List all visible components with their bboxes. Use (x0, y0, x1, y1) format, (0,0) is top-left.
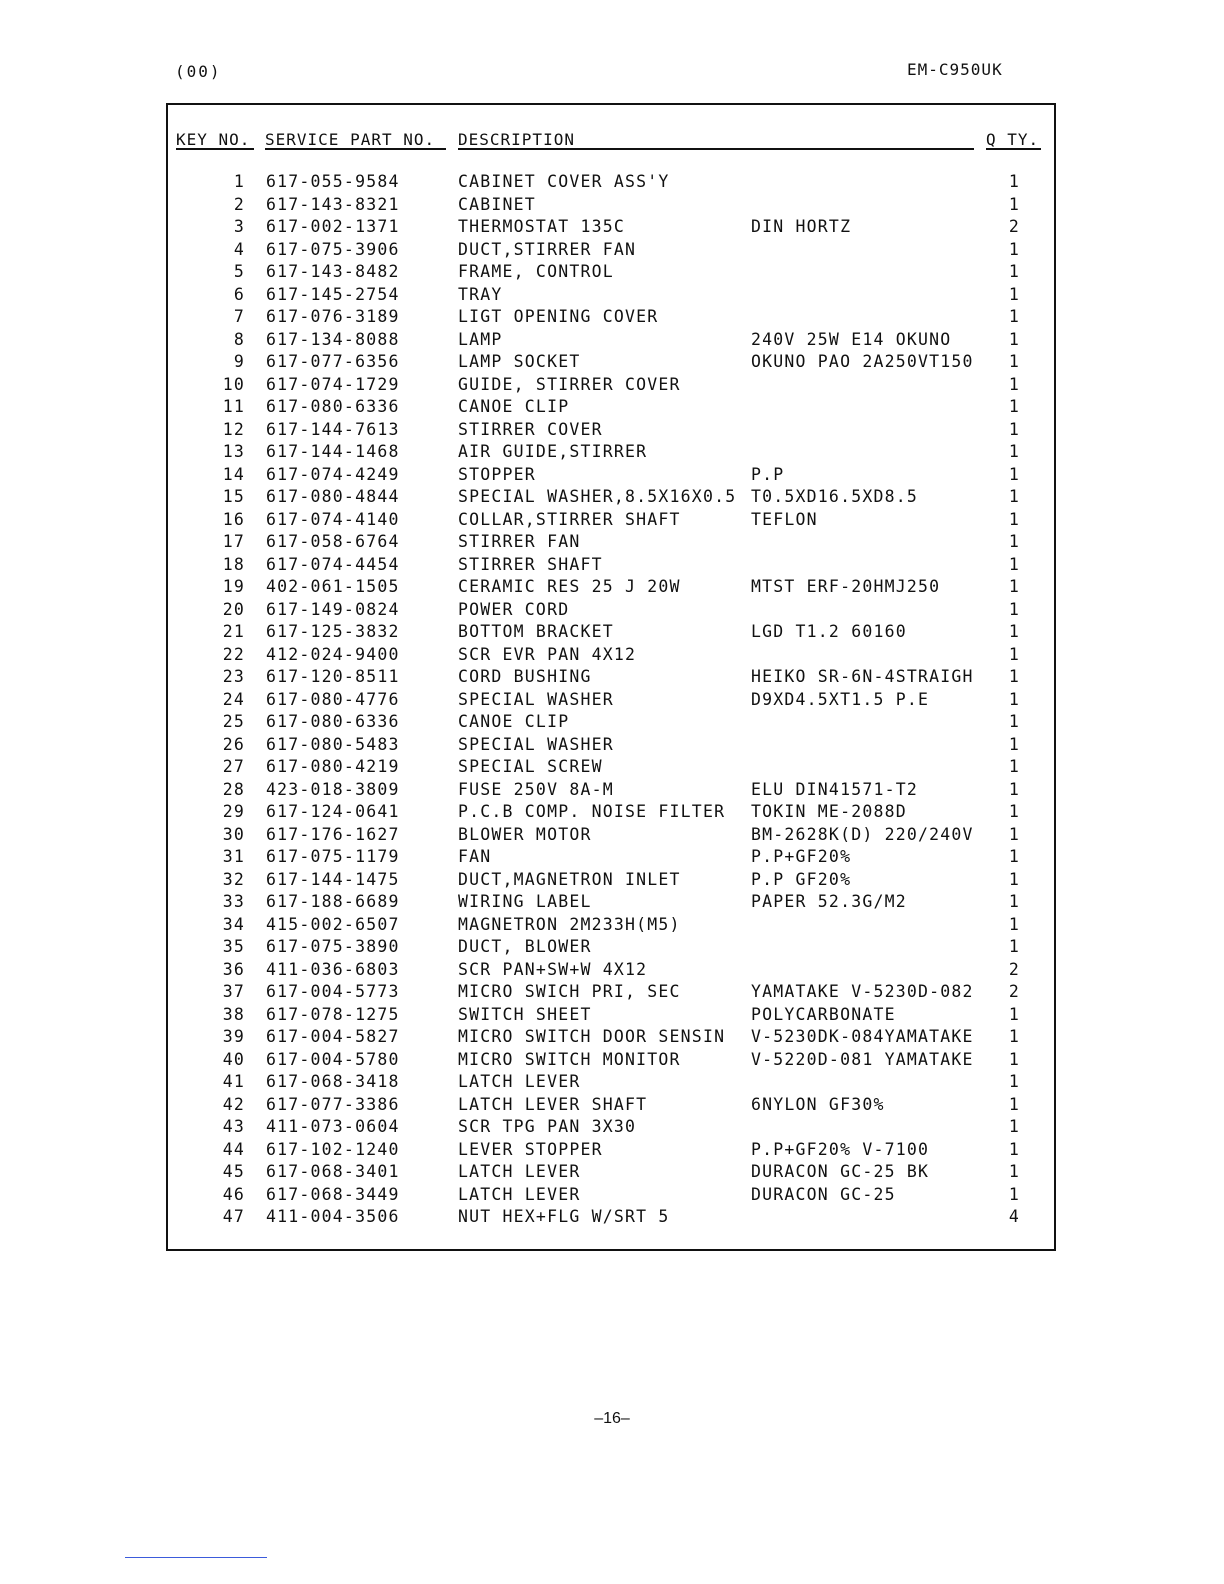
note-cell: DIN HORTZ (751, 217, 852, 236)
note-cell: DURACON GC-25 (751, 1184, 896, 1204)
description-cell: P.C.B COMP. NOISE FILTER (458, 802, 726, 821)
qty-cell: 1 (1008, 757, 1020, 776)
column-header-description: DESCRIPTION (458, 130, 575, 149)
column-header-service-part-no: SERVICE PART NO. (265, 130, 436, 149)
key-no-cell: 13 (222, 442, 245, 461)
description-cell: DUCT,MAGNETRON INLET (458, 869, 681, 889)
description-cell: SCR EVR PAN 4X12 (458, 644, 637, 664)
qty-cell: 1 (1008, 914, 1020, 934)
table-row (0, 1072, 1224, 1095)
part-no-cell: 617-058-6764 (266, 532, 400, 551)
qty-cell: 1 (1008, 869, 1020, 889)
part-no-cell: 617-120-8511 (266, 667, 400, 686)
table-row (0, 780, 1224, 803)
description-cell: MICRO SWITCH DOOR SENSIN (458, 1027, 726, 1046)
description-cell: LAMP (458, 329, 503, 349)
key-no-cell: 18 (222, 554, 245, 574)
table-row (0, 285, 1224, 308)
key-no-cell: 17 (222, 532, 245, 551)
table-row (0, 217, 1224, 240)
qty-cell: 1 (1008, 239, 1020, 259)
qty-cell: 1 (1008, 1049, 1020, 1069)
key-no-cell: 31 (222, 847, 245, 866)
part-no-cell: 617-143-8482 (266, 262, 400, 281)
key-no-cell: 21 (222, 622, 245, 641)
parts-list (0, 172, 1224, 1230)
key-no-cell: 20 (222, 599, 245, 619)
part-no-cell: 423-018-3809 (266, 779, 400, 799)
table-row (0, 420, 1224, 443)
part-no-cell: 617-080-4844 (266, 487, 400, 506)
page-number: –16– (594, 1410, 630, 1427)
description-cell: MICRO SWICH PRI, SEC (458, 982, 681, 1001)
table-row (0, 712, 1224, 735)
qty-cell: 1 (1008, 1162, 1020, 1181)
description-cell: BOTTOM BRACKET (458, 622, 614, 641)
qty-cell: 1 (1008, 802, 1020, 821)
note-cell: ELU DIN41571-T2 (751, 779, 919, 799)
table-row (0, 1140, 1224, 1163)
qty-cell: 1 (1008, 352, 1020, 371)
part-no-cell: 617-074-4454 (266, 554, 400, 574)
qty-cell: 1 (1008, 262, 1020, 281)
part-no-cell: 415-002-6507 (266, 914, 400, 934)
description-cell: POWER CORD (458, 599, 570, 619)
part-no-cell: 617-004-5780 (266, 1049, 400, 1069)
description-cell: SCR TPG PAN 3X30 (458, 1117, 637, 1136)
qty-cell: 1 (1008, 824, 1020, 844)
description-cell: LATCH LEVER (458, 1072, 581, 1091)
note-cell: P.P GF20% (751, 869, 852, 889)
key-no-cell: 10 (222, 374, 245, 394)
column-header-key-no: KEY NO. (176, 130, 251, 149)
part-no-cell: 617-077-6356 (266, 352, 400, 371)
note-cell: LGD T1.2 60160 (751, 622, 907, 641)
description-cell: LATCH LEVER SHAFT (458, 1094, 648, 1114)
key-no-cell: 7 (233, 307, 245, 326)
qty-cell: 1 (1008, 532, 1020, 551)
part-no-cell: 617-080-6336 (266, 397, 400, 416)
part-no-cell: 617-143-8321 (266, 194, 400, 214)
part-no-cell: 617-004-5827 (266, 1027, 400, 1046)
part-no-cell: 617-144-7613 (266, 419, 400, 439)
description-cell: CABINET COVER ASS'Y (458, 172, 670, 191)
qty-cell: 1 (1008, 1094, 1020, 1114)
key-no-cell: 45 (222, 1162, 245, 1181)
key-no-cell: 41 (222, 1072, 245, 1091)
qty-cell: 1 (1008, 1139, 1020, 1159)
part-no-cell: 617-004-5773 (266, 982, 400, 1001)
description-cell: SCR PAN+SW+W 4X12 (458, 959, 648, 979)
part-no-cell: 617-068-3401 (266, 1162, 400, 1181)
key-no-cell: 36 (222, 959, 245, 979)
table-row (0, 532, 1224, 555)
part-no-cell: 617-068-3418 (266, 1072, 400, 1091)
qty-cell: 1 (1008, 1184, 1020, 1204)
key-no-cell: 22 (222, 644, 245, 664)
part-no-cell: 617-080-6336 (266, 712, 400, 731)
table-row (0, 262, 1224, 285)
note-cell: MTST ERF-20HMJ250 (751, 577, 941, 596)
description-cell: COLLAR,STIRRER SHAFT (458, 509, 681, 529)
qty-cell: 1 (1008, 172, 1020, 191)
description-cell: LAMP SOCKET (458, 352, 581, 371)
table-row (0, 915, 1224, 938)
part-no-cell: 617-125-3832 (266, 622, 400, 641)
description-cell: STIRRER COVER (458, 419, 603, 439)
key-no-cell: 28 (222, 779, 245, 799)
key-no-cell: 32 (222, 869, 245, 889)
key-no-cell: 44 (222, 1139, 245, 1159)
table-row (0, 195, 1224, 218)
description-cell: CABINET (458, 194, 536, 214)
note-cell: HEIKO SR-6N-4STRAIGH (751, 667, 974, 686)
part-no-cell: 617-134-8088 (266, 329, 400, 349)
description-cell: CANOE CLIP (458, 397, 570, 416)
qty-cell: 1 (1008, 554, 1020, 574)
qty-cell: 1 (1008, 847, 1020, 866)
qty-cell: 1 (1008, 194, 1020, 214)
key-no-cell: 16 (222, 509, 245, 529)
key-no-cell: 14 (222, 464, 245, 484)
part-no-cell: 617-149-0824 (266, 599, 400, 619)
qty-cell: 1 (1008, 577, 1020, 596)
description-cell: TRAY (458, 284, 503, 304)
description-cell: SWITCH SHEET (458, 1004, 592, 1024)
table-row (0, 352, 1224, 375)
note-cell: POLYCARBONATE (751, 1004, 896, 1024)
table-row (0, 622, 1224, 645)
key-no-cell: 29 (222, 802, 245, 821)
table-row (0, 892, 1224, 915)
qty-cell: 1 (1008, 667, 1020, 686)
key-no-cell: 40 (222, 1049, 245, 1069)
table-row (0, 330, 1224, 353)
part-no-cell: 617-077-3386 (266, 1094, 400, 1114)
qty-cell: 2 (1008, 982, 1020, 1001)
description-cell: LATCH LEVER (458, 1184, 581, 1204)
qty-cell: 1 (1008, 779, 1020, 799)
key-no-cell: 9 (233, 352, 245, 371)
key-no-cell: 23 (222, 667, 245, 686)
description-cell: THERMOSTAT 135C (458, 217, 626, 236)
qty-cell: 1 (1008, 329, 1020, 349)
table-row (0, 172, 1224, 195)
description-cell: LIGT OPENING COVER (458, 307, 659, 326)
description-cell: SPECIAL WASHER,8.5X16X0.5 (458, 487, 737, 506)
description-cell: STOPPER (458, 464, 536, 484)
note-cell: P.P+GF20% V-7100 (751, 1139, 930, 1159)
qty-cell: 1 (1008, 464, 1020, 484)
key-no-cell: 24 (222, 689, 245, 709)
key-no-cell: 11 (222, 397, 245, 416)
description-cell: SPECIAL WASHER (458, 734, 614, 754)
table-row (0, 465, 1224, 488)
qty-cell: 1 (1008, 442, 1020, 461)
part-no-cell: 617-075-3906 (266, 239, 400, 259)
part-no-cell: 617-075-1179 (266, 847, 400, 866)
table-row (0, 375, 1224, 398)
column-underline-key-no (176, 148, 254, 150)
key-no-cell: 8 (233, 329, 245, 349)
table-row (0, 847, 1224, 870)
note-cell: TOKIN ME-2088D (751, 802, 907, 821)
table-row (0, 1005, 1224, 1028)
part-no-cell: 617-176-1627 (266, 824, 400, 844)
description-cell: FAN (458, 847, 492, 866)
table-row (0, 1050, 1224, 1073)
qty-cell: 1 (1008, 1027, 1020, 1046)
part-no-cell: 411-073-0604 (266, 1117, 400, 1136)
part-no-cell: 617-124-0641 (266, 802, 400, 821)
description-cell: WIRING LABEL (458, 892, 592, 911)
table-row (0, 1162, 1224, 1185)
qty-cell: 1 (1008, 644, 1020, 664)
description-cell: FRAME, CONTROL (458, 262, 614, 281)
qty-cell: 1 (1008, 689, 1020, 709)
table-row (0, 667, 1224, 690)
note-cell: TEFLON (751, 509, 818, 529)
note-cell: YAMATAKE V-5230D-082 (751, 982, 974, 1001)
note-cell: 6NYLON GF30% (751, 1094, 885, 1114)
qty-cell: 1 (1008, 374, 1020, 394)
qty-cell: 1 (1008, 419, 1020, 439)
note-cell: DURACON GC-25 BK (751, 1162, 930, 1181)
note-cell: P.P+GF20% (751, 847, 852, 866)
part-no-cell: 617-145-2754 (266, 284, 400, 304)
part-no-cell: 617-102-1240 (266, 1139, 400, 1159)
part-no-cell: 617-080-5483 (266, 734, 400, 754)
description-cell: STIRRER SHAFT (458, 554, 603, 574)
key-no-cell: 47 (222, 1207, 245, 1226)
table-row (0, 397, 1224, 420)
key-no-cell: 27 (222, 757, 245, 776)
qty-cell: 1 (1008, 892, 1020, 911)
part-no-cell: 411-036-6803 (266, 959, 400, 979)
description-cell: DUCT,STIRRER FAN (458, 239, 637, 259)
note-cell: P.P (751, 464, 785, 484)
key-no-cell: 15 (222, 487, 245, 506)
key-no-cell: 19 (222, 577, 245, 596)
key-no-cell: 34 (222, 914, 245, 934)
qty-cell: 1 (1008, 307, 1020, 326)
note-cell: T0.5XD16.5XD8.5 (751, 487, 919, 506)
description-cell: LATCH LEVER (458, 1162, 581, 1181)
part-no-cell: 617-068-3449 (266, 1184, 400, 1204)
note-cell: V-5220D-081 YAMATAKE (751, 1049, 974, 1069)
table-row (0, 825, 1224, 848)
qty-cell: 1 (1008, 622, 1020, 641)
table-row (0, 735, 1224, 758)
note-cell: 240V 25W E14 OKUNO (751, 329, 952, 349)
table-row (0, 555, 1224, 578)
table-row (0, 600, 1224, 623)
description-cell: LEVER STOPPER (458, 1139, 603, 1159)
key-no-cell: 26 (222, 734, 245, 754)
column-underline-qty (986, 148, 1041, 150)
key-no-cell: 5 (233, 262, 245, 281)
table-row (0, 1207, 1224, 1230)
qty-cell: 1 (1008, 1004, 1020, 1024)
qty-cell: 1 (1008, 284, 1020, 304)
qty-cell: 1 (1008, 734, 1020, 754)
part-no-cell: 412-024-9400 (266, 644, 400, 664)
note-cell: PAPER 52.3G/M2 (751, 892, 907, 911)
part-no-cell: 617-074-4249 (266, 464, 400, 484)
part-no-cell: 617-074-1729 (266, 374, 400, 394)
column-underline-service-part-no (265, 148, 446, 150)
qty-cell: 1 (1008, 1117, 1020, 1136)
scan-mark-line (125, 1557, 267, 1558)
table-row (0, 442, 1224, 465)
table-row (0, 487, 1224, 510)
table-row (0, 982, 1224, 1005)
table-row (0, 690, 1224, 713)
table-row (0, 757, 1224, 780)
table-row (0, 802, 1224, 825)
key-no-cell: 1 (233, 172, 245, 191)
key-no-cell: 38 (222, 1004, 245, 1024)
key-no-cell: 4 (233, 239, 245, 259)
key-no-cell: 3 (233, 217, 245, 236)
table-row (0, 937, 1224, 960)
part-no-cell: 411-004-3506 (266, 1207, 400, 1226)
key-no-cell: 43 (222, 1117, 245, 1136)
page-header-left: (00) (175, 62, 222, 81)
table-row (0, 510, 1224, 533)
description-cell: FUSE 250V 8A-M (458, 779, 614, 799)
table-row (0, 577, 1224, 600)
column-header-qty: Q TY. (986, 130, 1040, 149)
key-no-cell: 2 (233, 194, 245, 214)
description-cell: DUCT, BLOWER (458, 937, 592, 956)
part-no-cell: 617-188-6689 (266, 892, 400, 911)
key-no-cell: 25 (222, 712, 245, 731)
key-no-cell: 12 (222, 419, 245, 439)
note-cell: BM-2628K(D) 220/240V (751, 824, 974, 844)
part-no-cell: 617-002-1371 (266, 217, 400, 236)
column-underline-description (458, 148, 974, 150)
qty-cell: 2 (1008, 217, 1020, 236)
part-no-cell: 617-075-3890 (266, 937, 400, 956)
description-cell: BLOWER MOTOR (458, 824, 592, 844)
qty-cell: 1 (1008, 599, 1020, 619)
table-row (0, 1027, 1224, 1050)
part-no-cell: 617-078-1275 (266, 1004, 400, 1024)
key-no-cell: 35 (222, 937, 245, 956)
description-cell: CERAMIC RES 25 J 20W (458, 577, 681, 596)
description-cell: SPECIAL WASHER (458, 689, 614, 709)
qty-cell: 1 (1008, 1072, 1020, 1091)
part-no-cell: 617-144-1468 (266, 442, 400, 461)
table-row (0, 645, 1224, 668)
part-no-cell: 617-076-3189 (266, 307, 400, 326)
note-cell: D9XD4.5XT1.5 P.E (751, 689, 930, 709)
qty-cell: 2 (1008, 959, 1020, 979)
key-no-cell: 42 (222, 1094, 245, 1114)
note-cell: OKUNO PAO 2A250VT150 (751, 352, 974, 371)
qty-cell: 1 (1008, 487, 1020, 506)
table-row (0, 1117, 1224, 1140)
key-no-cell: 33 (222, 892, 245, 911)
description-cell: MICRO SWITCH MONITOR (458, 1049, 681, 1069)
part-no-cell: 617-074-4140 (266, 509, 400, 529)
model-number: EM-C950UK (907, 60, 1003, 79)
qty-cell: 1 (1008, 397, 1020, 416)
key-no-cell: 46 (222, 1184, 245, 1204)
description-cell: SPECIAL SCREW (458, 757, 603, 776)
part-no-cell: 402-061-1505 (266, 577, 400, 596)
table-row (0, 870, 1224, 893)
key-no-cell: 6 (233, 284, 245, 304)
part-no-cell: 617-144-1475 (266, 869, 400, 889)
table-row (0, 1095, 1224, 1118)
description-cell: STIRRER FAN (458, 532, 581, 551)
description-cell: AIR GUIDE,STIRRER (458, 442, 648, 461)
part-no-cell: 617-080-4776 (266, 689, 400, 709)
qty-cell: 1 (1008, 509, 1020, 529)
part-no-cell: 617-080-4219 (266, 757, 400, 776)
table-row (0, 307, 1224, 330)
qty-cell: 1 (1008, 712, 1020, 731)
qty-cell: 1 (1008, 937, 1020, 956)
table-row (0, 1185, 1224, 1208)
description-cell: NUT HEX+FLG W/SRT 5 (458, 1207, 670, 1226)
description-cell: CORD BUSHING (458, 667, 592, 686)
qty-cell: 4 (1008, 1207, 1020, 1226)
description-cell: CANOE CLIP (458, 712, 570, 731)
description-cell: MAGNETRON 2M233H(M5) (458, 914, 681, 934)
key-no-cell: 30 (222, 824, 245, 844)
part-no-cell: 617-055-9584 (266, 172, 400, 191)
key-no-cell: 37 (222, 982, 245, 1001)
key-no-cell: 39 (222, 1027, 245, 1046)
description-cell: GUIDE, STIRRER COVER (458, 374, 681, 394)
note-cell: V-5230DK-084YAMATAKE (751, 1027, 974, 1046)
table-row (0, 960, 1224, 983)
table-row (0, 240, 1224, 263)
